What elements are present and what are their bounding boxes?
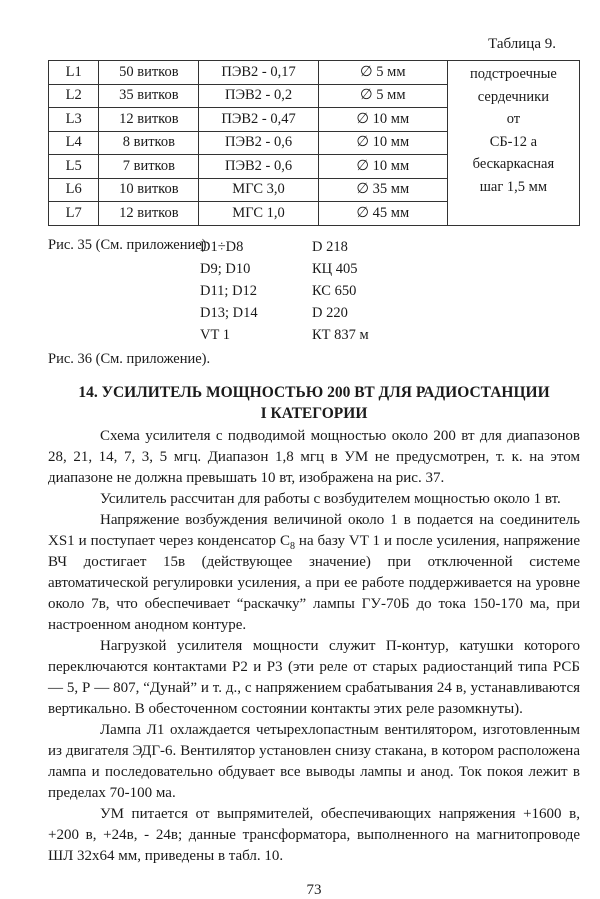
- diameter-cell: ∅ 45 мм: [318, 202, 447, 226]
- paragraph: Нагрузкой усилителя мощности служит П-контур, катушки которого переключаются контактами Р2 и Р3 (эти реле от старых радиостанций типа РСБ — 5, Р — 807, “Дунай” и т. д., с напряжением срабатывания 24 в, устанавливаются вертикально. В обесточенном состоянии контакты этих реле разомкнуты).: [48, 638, 580, 717]
- wire-cell: ПЭВ2 - 0,6: [199, 131, 319, 155]
- note-cell: [447, 61, 579, 226]
- heading-line: 14. УСИЛИТЕЛЬ МОЩНОСТЬЮ 200 ВТ ДЛЯ РАДИОСТАНЦИИ: [78, 384, 550, 401]
- turns-cell: 12 витков: [99, 202, 199, 226]
- section-heading: [48, 382, 580, 424]
- part-type: КТ 837 м: [312, 327, 369, 343]
- coil-id-cell: L3: [49, 108, 99, 132]
- part-designator: D9; D10: [200, 261, 251, 277]
- part-row: [200, 236, 369, 258]
- coil-id-cell: L5: [49, 155, 99, 179]
- fig35-reference: Рис. 35 (См. приложение): [48, 237, 207, 253]
- part-row: [200, 324, 369, 346]
- body-text: [48, 426, 580, 867]
- note-line: от: [506, 111, 521, 128]
- coil-id-cell: L2: [49, 84, 99, 108]
- wire-cell: ПЭВ2 - 0,47: [199, 108, 319, 132]
- part-designator: D1÷D8: [200, 239, 244, 255]
- parts-list: [200, 236, 369, 346]
- part-type: КС 650: [312, 283, 357, 299]
- turns-cell: 7 витков: [99, 155, 199, 179]
- main-flow: [48, 350, 580, 899]
- diameter-cell: ∅ 5 мм: [318, 84, 447, 108]
- diameter-cell: ∅ 10 мм: [318, 155, 447, 179]
- page-number: 73: [306, 882, 322, 898]
- note-line: шаг 1,5 мм: [479, 178, 548, 195]
- turns-cell: 50 витков: [99, 61, 199, 85]
- part-type: D 218: [312, 239, 348, 255]
- diameter-cell: ∅ 10 мм: [318, 108, 447, 132]
- note-line: сердечники: [477, 88, 549, 105]
- diameter-cell: ∅ 10 мм: [318, 131, 447, 155]
- wire-cell: МГС 1,0: [199, 202, 319, 226]
- turns-cell: 8 витков: [99, 131, 199, 155]
- paragraph: Схема усилителя с подводимой мощностью около 200 вт для диапазонов 28, 21, 14, 7, 3, 5 мгц. Диапазон 1,8 мгц в УМ не предусмотрен, т. к. на этом диапазоне не должна превышать 10 вт, изображена на рис. 37.: [48, 428, 580, 486]
- note-line: СБ-12 а: [489, 133, 538, 150]
- subscript: 8: [290, 541, 295, 552]
- coil-id-cell: L4: [49, 131, 99, 155]
- part-type: КЦ 405: [312, 261, 358, 277]
- turns-cell: 12 витков: [99, 108, 199, 132]
- turns-cell: 35 витков: [99, 84, 199, 108]
- paragraph: Лампа Л1 охлаждается четырехлопастным вентилятором, изготовленным из двигателя ЭДГ-6. Вентилятор установлен снизу стакана, в котором расположена лампа и последовательно обдувает все выводы лампы и анод. Ток покоя лежит в пределах 70-100 ма.: [48, 722, 580, 801]
- coil-id-cell: L1: [49, 61, 99, 85]
- heading-line: I КАТЕГОРИИ: [260, 405, 368, 422]
- part-row: [200, 280, 369, 302]
- wire-cell: ПЭВ2 - 0,17: [199, 61, 319, 85]
- note-line: бескаркасная: [472, 156, 555, 173]
- part-row: [200, 302, 369, 324]
- wire-cell: ПЭВ2 - 0,6: [199, 155, 319, 179]
- paragraph: УМ питается от выпрямителей, обеспечивающих напряжения +1600 в, +200 в, +24в, - 24в; данные трансформатора, выполненного на магнитопроводе ШЛ 32х64 мм, приведены в табл. 10.: [48, 806, 580, 864]
- paragraph: Усилитель рассчитан для работы с возбудителем мощностью около 1 вт.: [100, 491, 561, 507]
- part-designator: D11; D12: [200, 283, 258, 299]
- table-caption: Таблица 9.: [488, 36, 556, 52]
- coil-table: [48, 60, 580, 226]
- diameter-cell: ∅ 5 мм: [318, 61, 447, 85]
- coil-id-cell: L6: [49, 178, 99, 202]
- turns-cell: 10 витков: [99, 178, 199, 202]
- wire-cell: МГС 3,0: [199, 178, 319, 202]
- part-type: D 220: [312, 305, 348, 321]
- coil-id-cell: L7: [49, 202, 99, 226]
- diameter-cell: ∅ 35 мм: [318, 178, 447, 202]
- note-line: подстроечные: [469, 66, 557, 82]
- paragraph-text: на базу VT 1 и после усиления, напряжение ВЧ достигает 15в (действующее значение) при отключенной системе автоматической регулировки усиления, а при ее работе поддерживается на уровне около 7в, что обеспечивает “раскачку” лампы ГУ-70Б до тока 150-170 ма, при настроенном анодном контуре.: [48, 533, 580, 633]
- paragraph: [48, 510, 580, 636]
- paragraph-text: Напряжение возбуждения величиной около 1 в подается на соединитель XS1 и поступает через конденсатор C: [48, 512, 580, 549]
- fig36-reference: Рис. 36 (См. приложение).: [48, 351, 211, 367]
- part-designator: D13; D14: [200, 305, 258, 321]
- part-row: [200, 258, 369, 280]
- table-row: [49, 61, 580, 85]
- wire-cell: ПЭВ2 - 0,2: [199, 84, 319, 108]
- part-designator: VT 1: [200, 327, 230, 343]
